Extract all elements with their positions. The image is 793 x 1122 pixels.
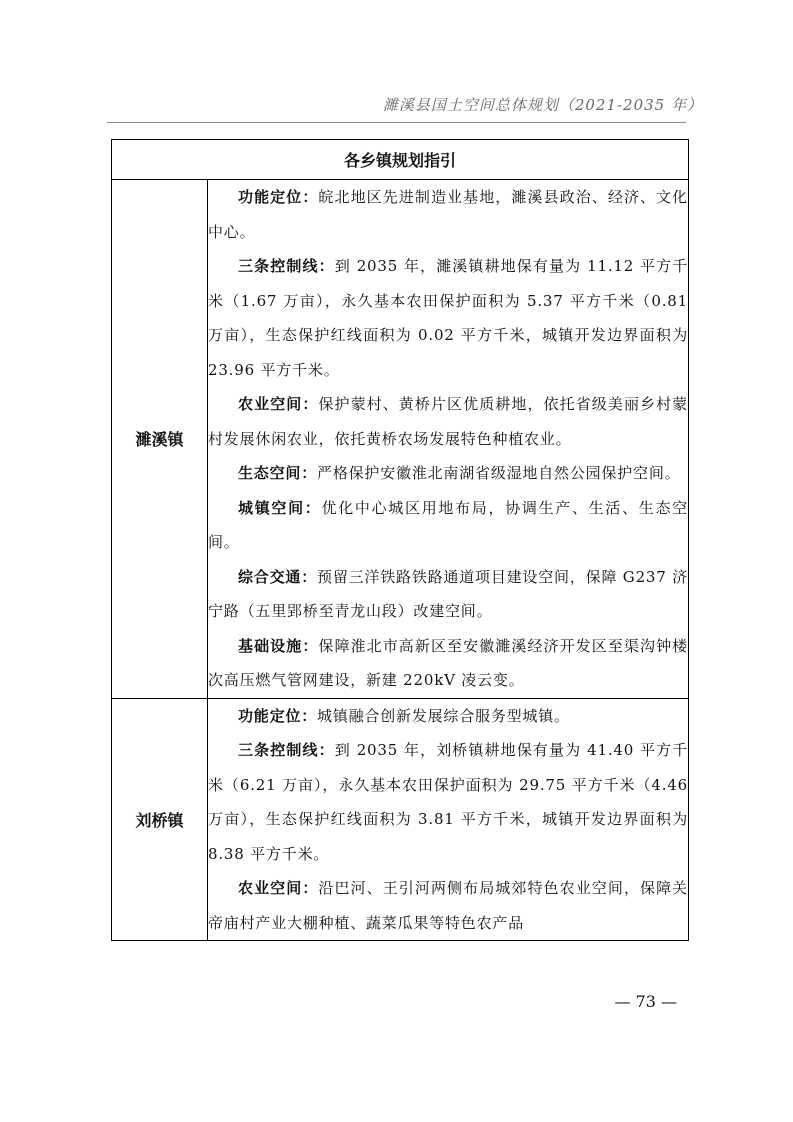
paragraph-text: 保护蒙村、黄桥片区优质耕地，依托省级美丽乡村蒙村发展休闲农业，依托黄桥农场发展特色种植农业。 — [208, 395, 688, 448]
township-guide-table — [111, 139, 689, 941]
paragraph-label: 农业空间： — [238, 879, 319, 897]
guidance-paragraph — [208, 733, 688, 871]
guidance-paragraph — [208, 387, 688, 456]
paragraph-label: 三条控制线： — [238, 257, 335, 275]
town-guidance — [208, 698, 689, 941]
table-row — [112, 698, 689, 941]
paragraph-label: 城镇空间： — [238, 498, 322, 517]
guidance-paragraph — [208, 249, 688, 387]
paragraph-label: 生态空间： — [238, 464, 318, 482]
guidance-paragraph — [208, 491, 688, 560]
guidance-paragraph — [208, 871, 688, 940]
paragraph-label: 综合交通： — [238, 567, 318, 586]
paragraph-label: 功能定位： — [238, 706, 318, 725]
guidance-paragraph — [208, 180, 688, 249]
paragraph-label: 功能定位： — [238, 188, 319, 206]
guidance-paragraph — [208, 560, 688, 629]
guidance-paragraph — [208, 699, 688, 734]
page-number: — 73 — — [614, 992, 677, 1011]
paragraph-label: 农业空间： — [238, 395, 319, 413]
paragraph-text: 严格保护安徽淮北南湖省级湿地自然公园保护空间。 — [317, 464, 681, 482]
table-row — [112, 180, 689, 699]
table-title-row — [112, 140, 689, 180]
town-name: 刘桥镇 — [112, 698, 208, 941]
paragraph-text: 保障淮北市高新区至安徽濉溪经济开发区至渠沟钟楼次高压燃气管网建设，新建 220kV 凌云变。 — [208, 636, 688, 689]
header-rule — [107, 122, 686, 123]
guidance-paragraph — [208, 456, 688, 491]
paragraph-label: 基础设施： — [238, 636, 319, 655]
table-title: 各乡镇规划指引 — [112, 140, 689, 180]
paragraph-text: 沿巴河、王引河两侧布局城郊特色农业空间，保障关帝庙村产业大棚种植、蔬菜瓜果等特色农产品 — [208, 879, 688, 932]
running-header-title: 濉溪县国土空间总体规划（2021-2035 年） — [382, 96, 703, 114]
paragraph-text: 到 2035 年，濉溪镇耕地保有量为 11.12 平方千米（1.67 万亩），永久基本农田保护面积为 5.37 平方千米（0.81 万亩），生态保护红线面积为 0.02 平方千米，城镇开发边界面积为 23.96 平方千米。 — [208, 257, 688, 379]
town-name: 濉溪镇 — [112, 180, 208, 699]
paragraph-text: 预留三洋铁路铁路通道项目建设空间，保障 G237 济宁路（五里郢桥至青龙山段）改建空间。 — [208, 567, 688, 620]
paragraph-text: 皖北地区先进制造业基地，濉溪县政治、经济、文化中心。 — [208, 188, 688, 241]
paragraph-text: 到 2035 年，刘桥镇耕地保有量为 41.40 平方千米（6.21 万亩），永久基本农田保护面积为 29.75 平方千米（4.46 万亩），生态保护红线面积为 3.81 平方千米，城镇开发边界面积为 8.38 平方千米。 — [208, 741, 688, 863]
guidance-paragraph — [208, 629, 688, 698]
town-guidance — [208, 180, 689, 699]
paragraph-text: 优化中心城区用地布局，协调生产、生活、生态空间。 — [208, 498, 688, 551]
paragraph-label: 三条控制线： — [238, 741, 335, 759]
paragraph-text: 城镇融合创新发展综合服务型城镇。 — [317, 706, 570, 725]
